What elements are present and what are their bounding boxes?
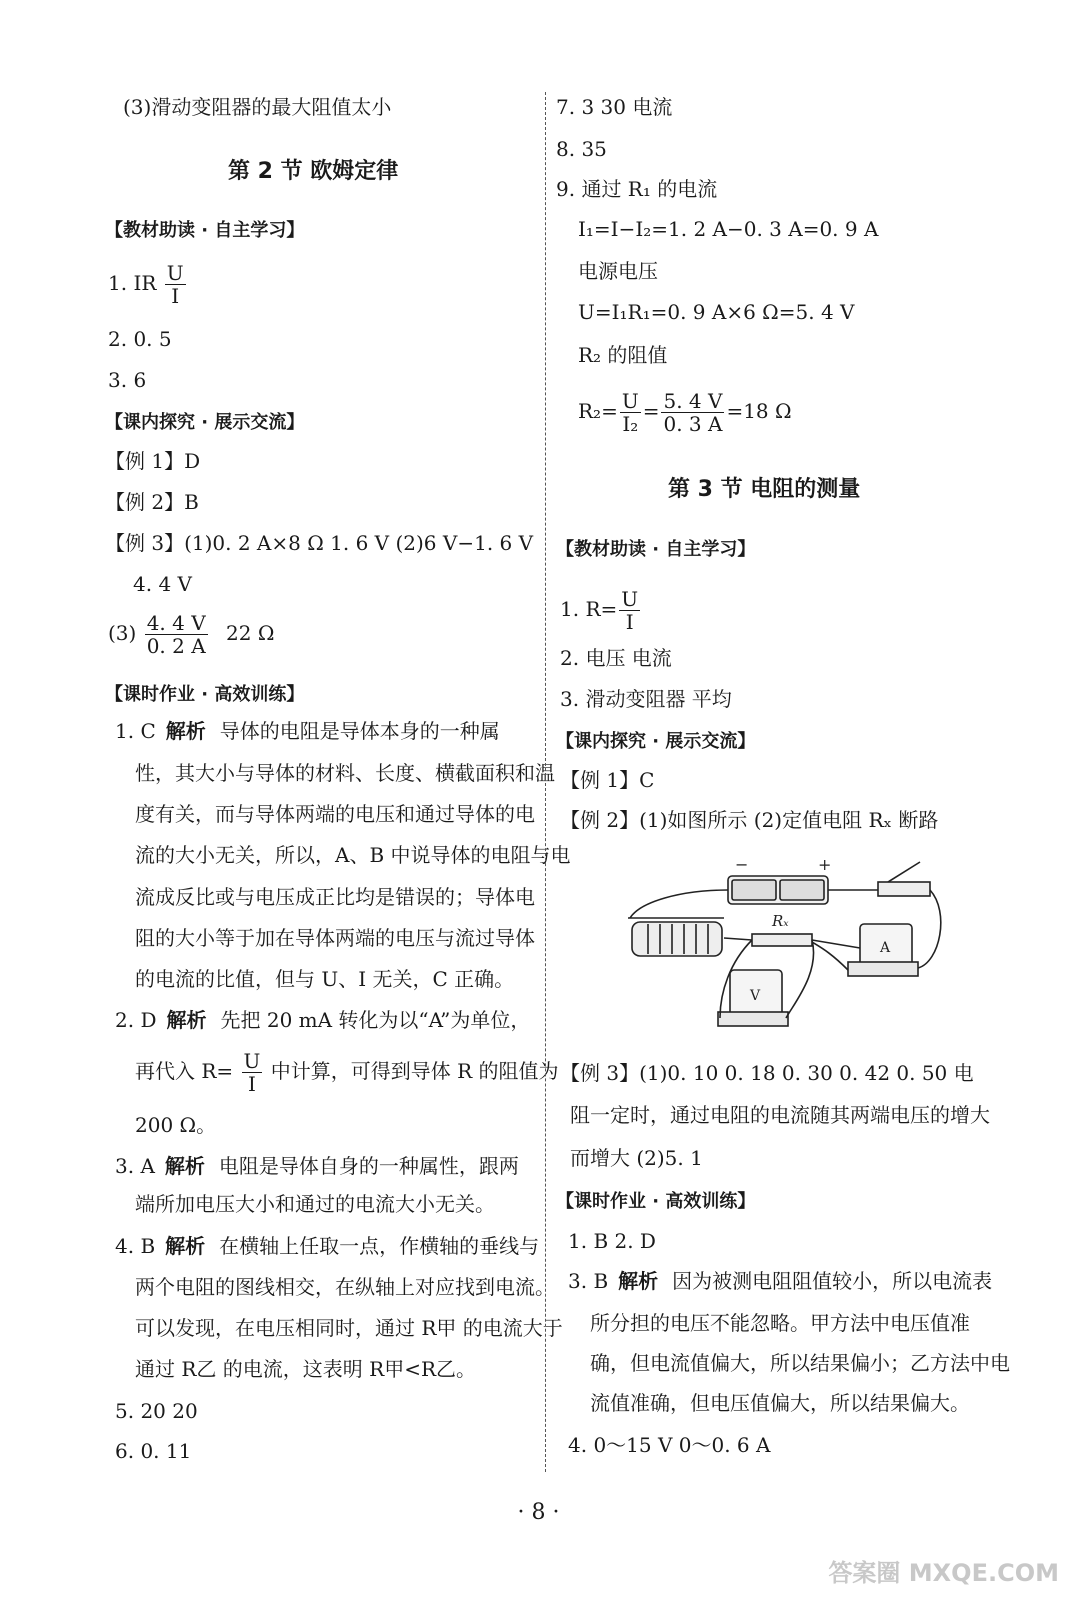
watermark: 答案圈 MXQE.COM	[828, 1559, 1059, 1587]
answer-line	[108, 262, 188, 307]
answer-line	[135, 1050, 559, 1095]
answer-line: 的电流的比值，但与 U、I 无关，C 正确。	[135, 967, 515, 991]
answer-line: 阻一定时，通过电阻的电流随其两端电压的增大	[570, 1103, 990, 1127]
fraction	[242, 1050, 263, 1095]
answer-line: 【例 2】(1)如图所示 (2)定值电阻 Rₓ 断路	[560, 808, 939, 832]
answer-line	[115, 1233, 539, 1259]
answer-line: 所分担的电压不能忽略。甲方法中电压值准	[590, 1311, 970, 1335]
voltmeter-label: V	[750, 988, 761, 1004]
subsection-heading: 【教材助读 · 自主学习】	[105, 220, 305, 241]
analysis-label: 解析	[618, 1269, 659, 1293]
answer-text: =18 Ω	[726, 399, 792, 423]
fraction	[165, 262, 186, 307]
denominator: I	[248, 1072, 256, 1096]
answer-text: 电阻是导体自身的一种属性，跟两	[218, 1154, 519, 1178]
answer-line	[115, 1153, 519, 1179]
answer-line: 1. B 2. D	[568, 1229, 656, 1253]
answer-line: U=I₁R₁=0. 9 A×6 Ω=5. 4 V	[578, 300, 855, 324]
answer-line: 【例 1】C	[560, 768, 655, 792]
answer-text: 因为被测电阻阻值较小，所以电流表	[672, 1269, 993, 1293]
answer-line: 性，其大小与导体的材料、长度、横截面积和温	[135, 761, 555, 785]
answer-line: 【例 3】(1)0. 10 0. 18 0. 30 0. 42 0. 50 电	[560, 1061, 974, 1085]
section-heading: 第 3 节 电阻的测量	[668, 477, 861, 502]
subsection-heading: 【教材助读 · 自主学习】	[556, 539, 756, 560]
numerator: U	[166, 261, 184, 285]
resistor-rx	[752, 934, 812, 946]
answer-line: 3. 6	[108, 368, 147, 392]
answer-line: 5. 20 20	[115, 1399, 198, 1423]
analysis-label: 解析	[165, 719, 206, 743]
answer-line: 【例 1】D	[105, 449, 201, 473]
answer-line: 两个电阻的图线相交，在纵轴上对应找到电流。	[135, 1275, 555, 1299]
answer-line: 【例 3】(1)0. 2 A×8 Ω 1. 6 V (2)6 V−1. 6 V	[105, 531, 534, 555]
answer-line: 6. 0. 11	[115, 1439, 192, 1463]
column-divider	[545, 92, 546, 1472]
subsection-heading: 【课内探究 · 展示交流】	[556, 731, 756, 752]
fraction	[619, 588, 640, 633]
resistor-label: Rₓ	[772, 912, 789, 930]
section-heading: 第 2 节 欧姆定律	[228, 159, 399, 184]
analysis-label: 解析	[164, 1154, 205, 1178]
answer-line: 电源电压	[578, 259, 658, 283]
subsection-heading: 【课时作业 · 高效训练】	[556, 1191, 756, 1212]
circuit-diagram	[620, 852, 960, 1042]
denominator: I	[625, 610, 634, 634]
answer-prefix: 1. R=	[560, 597, 618, 621]
answer-line: 通过 R乙 的电流，这表明 R甲<R乙。	[135, 1357, 477, 1381]
page-number: · 8 ·	[517, 1500, 560, 1525]
denominator: I₂	[622, 412, 639, 436]
answer-prefix: 1. IR	[108, 271, 157, 295]
numerator: U	[243, 1049, 261, 1073]
answer-prefix: 4. B	[115, 1234, 156, 1258]
answer-line: 度有关，而与导体两端的电压和通过导体的电	[135, 802, 535, 826]
numerator: U	[621, 389, 639, 413]
answer-prefix: 3. B	[568, 1269, 609, 1293]
analysis-label: 解析	[166, 1008, 207, 1032]
answer-text: R₂=	[578, 399, 618, 423]
answer-line: 流的大小无关，所以，A、B 中说导体的电阻与电	[135, 843, 571, 867]
ammeter-label: A	[880, 940, 891, 956]
answer-line: 确，但电流值偏大，所以结果偏小；乙方法中电	[590, 1351, 1010, 1375]
answer-line: 2. 0. 5	[108, 327, 172, 351]
answer-line: 可以发现，在电压相同时，通过 R甲 的电流大于	[135, 1316, 563, 1340]
fraction	[145, 612, 208, 657]
answer-prefix: 3. A	[115, 1154, 155, 1178]
answer-line	[115, 718, 500, 744]
answer-prefix: 1. C	[115, 719, 156, 743]
fraction	[661, 390, 724, 435]
answer-line	[108, 612, 274, 657]
answer-line: R₂= $\frac{U}{\text{I₂}}$ = $\frac{5. 4 V}{0. 3 A}$ =18 Ω	[578, 389, 792, 436]
answer-line: (3)滑动变阻器的最大阻值太小	[123, 95, 392, 119]
answer-line: 4. 0～15 V 0～0. 6 A	[568, 1433, 771, 1457]
answer-line: 【例 2】B	[105, 490, 199, 514]
numerator: U	[621, 587, 639, 611]
fraction	[620, 390, 641, 435]
denominator: I	[171, 284, 180, 308]
answer-line: 4. 4 V	[133, 572, 192, 596]
answer-line	[568, 1268, 992, 1294]
subsection-heading: 【课内探究 · 展示交流】	[105, 412, 305, 433]
subsection-heading: 【课时作业 · 高效训练】	[105, 684, 305, 705]
answer-line: 而增大 (2)5. 1	[570, 1146, 703, 1170]
answer-line: 9. 通过 R₁ 的电流	[556, 177, 718, 201]
answer-text: 在横轴上任取一点，作横轴的垂线与	[219, 1234, 540, 1258]
answer-line: 2. 电压 电流	[560, 646, 672, 670]
denominator: 0. 2 A	[146, 634, 206, 658]
denominator: 0. 3 A	[663, 412, 723, 436]
answer-line: I₁=I−I₂=1. 2 A−0. 3 A=0. 9 A	[578, 217, 879, 241]
answer-text: 先把 20 mA 转化为以“A”为单位，	[220, 1008, 531, 1032]
answer-line: 200 Ω。	[135, 1113, 217, 1137]
answer-line	[115, 1007, 530, 1033]
switch	[878, 882, 930, 896]
answer-line: 流成反比或与电压成正比均是错误的；导体电	[135, 885, 535, 909]
answer-prefix: 2. D	[115, 1008, 157, 1032]
answer-text: 再代入 R=	[135, 1059, 234, 1083]
battery-plus-label: +	[818, 855, 832, 874]
analysis-label: 解析	[165, 1234, 206, 1258]
answer-text: 中计算，可得到导体 R 的阻值为	[270, 1059, 559, 1083]
answer-line: 8. 35	[556, 137, 607, 161]
answer-line: R₂ 的阻值	[578, 343, 668, 367]
numerator: 5. 4 V	[663, 389, 723, 413]
answer-line: 7. 3 30 电流	[556, 95, 673, 119]
answer-prefix: (3)	[108, 621, 137, 645]
answer-value: 22 Ω	[226, 621, 275, 645]
answer-line: 3. 滑动变阻器 平均	[560, 687, 732, 711]
answer-text: 导体的电阻是导体本身的一种属	[219, 719, 500, 743]
answer-line	[560, 588, 642, 633]
numerator: 4. 4 V	[146, 611, 206, 635]
answer-line: 流值准确，但电压值偏大，所以结果偏大。	[590, 1391, 970, 1415]
battery-minus-label: −	[735, 855, 749, 874]
answer-line: 阻的大小等于加在导体两端的电压与流过导体	[135, 926, 535, 950]
answer-line: 端所加电压大小和通过的电流大小无关。	[135, 1192, 495, 1216]
